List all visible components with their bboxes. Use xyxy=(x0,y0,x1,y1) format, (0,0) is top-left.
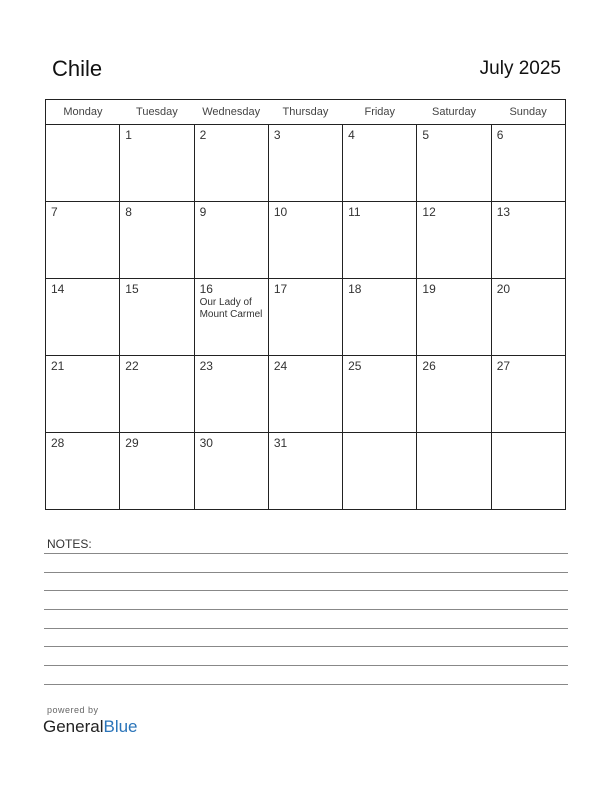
note-line xyxy=(44,646,568,647)
note-line xyxy=(44,590,568,591)
day-number: 30 xyxy=(199,436,213,450)
week-row xyxy=(46,202,566,279)
week-row xyxy=(46,125,566,202)
day-number: 24 xyxy=(273,359,288,373)
day-cell xyxy=(417,279,491,356)
day-cell xyxy=(268,202,342,279)
day-cell xyxy=(46,125,120,202)
note-line xyxy=(44,572,568,573)
holiday-label: Our Lady of Mount Carmel xyxy=(199,297,263,320)
day-cell xyxy=(194,202,268,279)
day-number: 13 xyxy=(496,205,511,219)
day-number: 9 xyxy=(199,205,207,219)
day-cell xyxy=(417,202,491,279)
day-number: 26 xyxy=(422,359,436,373)
day-number: 31 xyxy=(273,436,288,450)
day-cell xyxy=(194,279,268,356)
day-cell xyxy=(268,356,342,433)
day-cell xyxy=(343,279,417,356)
weekday-friday: Friday xyxy=(343,100,417,125)
day-cell xyxy=(491,433,565,510)
day-number: 11 xyxy=(348,205,361,219)
day-cell xyxy=(194,433,268,510)
brand-general: General xyxy=(43,717,104,736)
day-cell xyxy=(46,433,120,510)
weekday-sunday: Sunday xyxy=(491,100,565,125)
day-number: 2 xyxy=(199,128,207,142)
week-row xyxy=(46,356,566,433)
day-cell xyxy=(46,202,120,279)
day-number: 8 xyxy=(125,205,132,219)
day-cell xyxy=(120,125,194,202)
day-number: 22 xyxy=(125,359,139,373)
weekday-header-row xyxy=(46,100,566,125)
day-number: 12 xyxy=(422,205,436,219)
weekday-saturday: Saturday xyxy=(417,100,491,125)
day-cell xyxy=(491,356,565,433)
day-number: 15 xyxy=(125,282,139,296)
day-number: 10 xyxy=(273,205,288,219)
day-cell xyxy=(194,356,268,433)
day-number: 16 xyxy=(199,282,213,296)
day-cell xyxy=(491,125,565,202)
day-cell xyxy=(268,125,342,202)
day-cell xyxy=(491,279,565,356)
note-line xyxy=(44,684,568,685)
generalblue-logo[interactable] xyxy=(43,717,138,737)
day-cell xyxy=(268,279,342,356)
day-cell xyxy=(417,356,491,433)
weekday-tuesday: Tuesday xyxy=(120,100,194,125)
day-number: 18 xyxy=(348,282,362,296)
month-title: July 2025 xyxy=(479,58,561,79)
day-number: 5 xyxy=(422,128,430,142)
weekday-thursday: Thursday xyxy=(268,100,342,125)
day-number: 21 xyxy=(51,359,65,373)
day-number: 28 xyxy=(51,436,65,450)
week-row xyxy=(46,433,566,510)
calendar-grid xyxy=(45,99,566,510)
notes-label: NOTES: xyxy=(47,537,92,551)
weekday-wednesday: Wednesday xyxy=(194,100,268,125)
day-number: 6 xyxy=(496,128,504,142)
day-number: 25 xyxy=(348,359,362,373)
note-line xyxy=(44,665,568,666)
brand-blue: Blue xyxy=(103,717,138,736)
day-cell xyxy=(343,202,417,279)
weekday-monday: Monday xyxy=(46,100,120,125)
country-title: Chile xyxy=(52,56,103,81)
day-number: 7 xyxy=(51,205,58,219)
day-number: 19 xyxy=(422,282,436,296)
day-number: 1 xyxy=(125,128,132,142)
day-number: 23 xyxy=(199,359,213,373)
powered-by-text: powered by xyxy=(47,705,99,715)
day-cell xyxy=(46,356,120,433)
day-cell xyxy=(268,433,342,510)
note-line xyxy=(44,609,568,610)
day-cell xyxy=(343,125,417,202)
day-number: 17 xyxy=(273,282,288,296)
note-line xyxy=(44,553,568,554)
day-cell xyxy=(120,202,194,279)
day-number: 3 xyxy=(273,128,281,142)
day-cell xyxy=(194,125,268,202)
day-cell xyxy=(491,202,565,279)
day-cell xyxy=(343,433,417,510)
day-cell xyxy=(120,433,194,510)
day-cell xyxy=(417,433,491,510)
day-number: 27 xyxy=(496,359,511,373)
day-cell xyxy=(46,279,120,356)
day-cell xyxy=(343,356,417,433)
day-number: 14 xyxy=(51,282,65,296)
day-cell xyxy=(120,279,194,356)
day-cell xyxy=(417,125,491,202)
day-cell xyxy=(120,356,194,433)
day-number: 29 xyxy=(125,436,139,450)
week-row xyxy=(46,279,566,356)
day-number: 20 xyxy=(496,282,511,296)
day-number: 4 xyxy=(348,128,355,142)
note-line xyxy=(44,628,568,629)
